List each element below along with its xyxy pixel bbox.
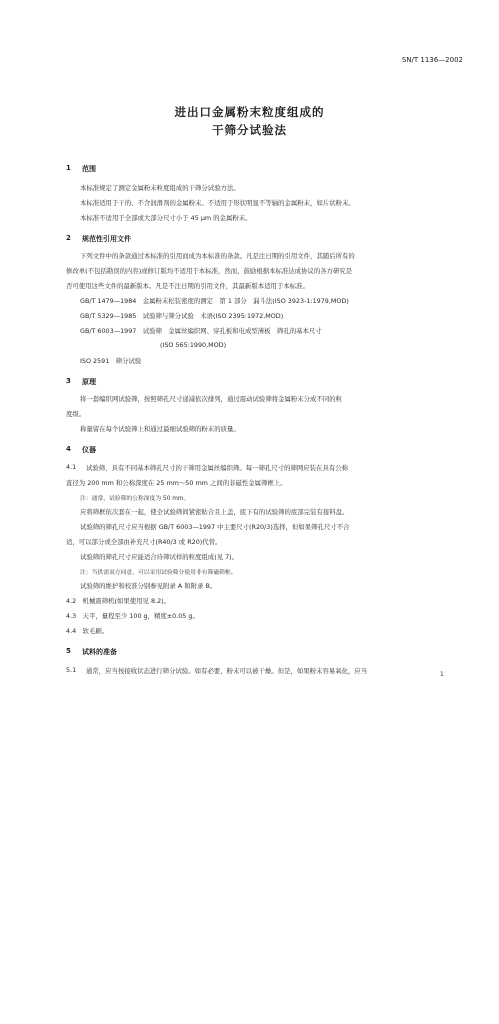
doc-title-line2: 干筛分试验法: [212, 123, 287, 137]
reference-gbt-5329: GB/T 5329—1985 试验筛与筛分试验 术语(ISO 2395:1972,MOD): [80, 312, 284, 320]
note-sieve-frame: 注：当供需双方同意，可以采用试验筛分使用非有筛磁筛框。: [80, 570, 237, 576]
section-3-para-1-line-1: 将一套编织网试验筛，按照筛孔尺寸递减依次排列，通过震动试验筛将金属粉末分成不同的粒: [80, 395, 343, 403]
clause-4-1-para-3-line-2: 适，可以部分或全部由补充尺寸(R40/3 或 R20)代替。: [66, 538, 222, 546]
clause-4-1-para-2: 应将筛框依次套在一起，使全试验筛间紧密贴合且上盖，底下有的试验筛的底部完装有接料盘。: [80, 508, 349, 516]
reference-gbt-6003-iso: (ISO 565:1990,MOD): [160, 341, 227, 349]
section-2-para-line-1: 下列文件中的条款通过本标准的引用而成为本标准的条款。凡是注日期的引用文件，其随后所有的: [80, 252, 355, 260]
section-3-para-1-line-2: 度级。: [66, 410, 86, 418]
section-2-para-line-2: 修改单(不包括勘误的内容)或修订版均不适用于本标准，然而，鼓励根据本标准达成协议的各方研究是: [66, 267, 353, 275]
section-1-title: 范围: [82, 165, 96, 173]
reference-gbt-1479: GB/T 1479—1984 金属粉末松装密度的测定 第 1 部分 漏斗法(ISO 3923-1:1979,MOD): [80, 297, 349, 305]
section-3-number: 3: [66, 377, 71, 385]
reference-iso-2591: ISO 2591 筛分试验: [80, 357, 142, 365]
note-sieve-depth: 注：通常，试验筛的公称深度为 50 mm。: [80, 496, 190, 502]
clause-4-3: 4.3 天平，量程至少 100 g，精度±0.05 g。: [66, 612, 199, 620]
clause-4-1-para-5: 试验筛的维护和校准分别参见附录 A 和附录 B。: [80, 582, 217, 590]
clause-4-4: 4.4 软毛刷。: [66, 627, 109, 635]
standard-number: SN/T 1136—2002: [401, 56, 463, 64]
section-1-para-3: 本标准不适用于全部或大部分尺寸小于 45 μm 的金属粉末。: [80, 214, 252, 222]
section-3-title: 原理: [82, 378, 96, 386]
section-1-para-1: 本标准规定了测定金属粉末粒度组成的干筛分试验方法。: [80, 184, 240, 192]
section-1-number: 1: [66, 164, 71, 172]
page-number: 1: [440, 671, 444, 678]
section-3-para-2: 称量留在每个试验筛上和通过最细试验筛的粉末的质量。: [80, 425, 240, 433]
reference-gbt-6003: GB/T 6003—1997 试验筛 金属丝编织网、穿孔板和电成型薄板 筛孔的基本尺寸: [80, 327, 322, 335]
clause-4-1-para-4: 试验筛的筛孔尺寸应能适合待筛试样的粒度组成(见 7)。: [80, 553, 239, 561]
clause-4-1-number: 4.1: [66, 463, 77, 471]
section-1-para-2: 本标准适用于干的、不含润滑剂的金属粉末。不适用于形状明显不等轴的金属粉末，如片状粉末。: [80, 199, 355, 207]
section-2-number: 2: [66, 234, 71, 242]
doc-title-line1: 进出口金属粉末粒度组成的: [174, 105, 325, 119]
section-4-title: 仪器: [82, 446, 96, 454]
section-2-para-line-3: 否可使用这些文件的最新版本。凡是不注日期的引用文件，其最新版本适用于本标准。: [66, 282, 309, 290]
section-5-number: 5: [66, 647, 71, 655]
section-2-title: 规范性引用文件: [82, 235, 131, 243]
clause-5-1-line-1: 通常，应当按接收状态进行筛分试验。如有必要，粉末可以被干燥。但是，如果粉末容易氧化，应当: [86, 667, 368, 675]
clause-4-1-para-3-line-1: 试验筛的筛孔尺寸应当根据 GB/T 6003—1997 中主要尺寸(R20/3)选择，但如果筛孔尺寸不合: [80, 523, 350, 531]
section-5-title: 试料的准备: [82, 648, 117, 656]
clause-4-2: 4.2 机械震筛机(如果使用见 8.2)。: [66, 597, 171, 605]
clause-4-1-line-1: 试验筛，具有不同基本筛孔尺寸的干筛用金属丝编织筛。每一筛孔尺寸的筛网应装在具有公称: [86, 464, 349, 472]
clause-5-1-number: 5.1: [66, 666, 77, 674]
clause-4-1-line-2: 直径为 200 mm 和公称深度在 25 mm～50 mm 之间的非磁性金属筛框上。: [66, 479, 287, 487]
section-4-number: 4: [66, 445, 71, 453]
